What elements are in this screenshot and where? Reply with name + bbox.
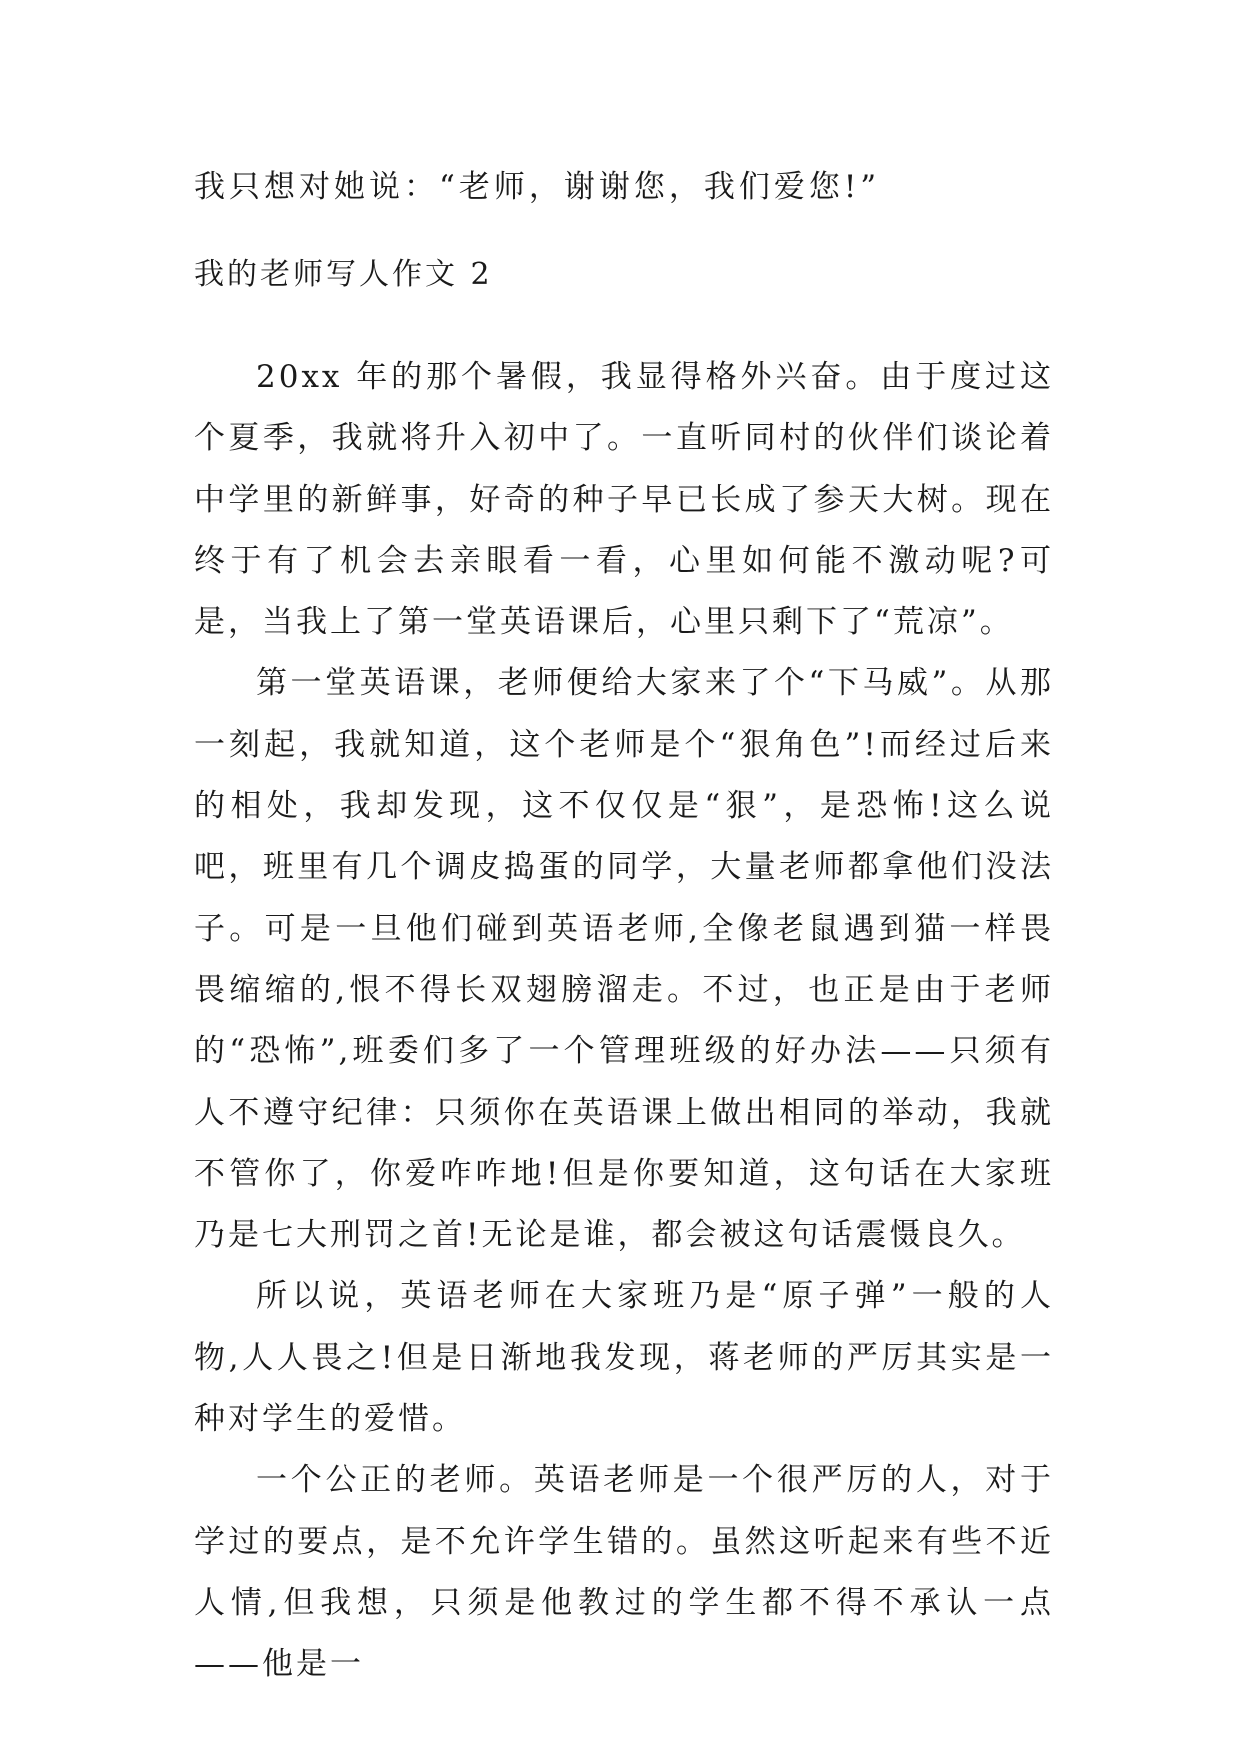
- section-title: 我的老师写人作文 2: [194, 257, 493, 292]
- essay-body: [194, 347, 1054, 1696]
- paragraph-3: 所以说，英语老师在大家班乃是“原子弹”一般的人物,人人畏之!但是日渐地我发现，蒋老师的严厉其实是一种对学生的爱惜。: [194, 1278, 1054, 1438]
- paragraph-4: 一个公正的老师。英语老师是一个很严厉的人，对于学过的要点，是不允许学生错的。虽然这听起来有些不近人情,但我想，只须是他教过的学生都不得不承认一点——他是一: [194, 1462, 1054, 1683]
- paragraph-2: 第一堂英语课，老师便给大家来了个“下马威”。从那一刻起，我就知道，这个老师是个“狠角色”!而经过后来的相处，我却发现，这不仅仅是“狠”，是恐怖!这么说吧，班里有几个调皮捣蛋的同学，大量老师都拿他们没法子。可是一旦他们碰到英语老师,全像老鼠遇到猫一样畏畏缩缩的,恨不得长双翅膀溜走。不过，也正是由于老师的“恐怖”,班委们多了一个管理班级的好办法——只须有人不遵守纪律：只须你在英语课上做出相同的举动，我就不管你了，你爱咋咋地!但是你要知道，这句话在大家班乃是七大刑罚之首!无论是谁，都会被这句话震慑良久。: [194, 665, 1054, 1254]
- paragraph-1: 20xx 年的那个暑假，我显得格外兴奋。由于度过这个夏季，我就将升入初中了。一直听同村的伙伴们谈论着中学里的新鲜事，好奇的种子早已长成了参天大树。现在终于有了机会去亲眼看一看，心里如何能不激动呢?可是，当我上了第一堂英语课后，心里只剩下了“荒凉”。: [194, 359, 1054, 641]
- closing-line: 我只想对她说：“老师，谢谢您，我们爱您!”: [194, 169, 881, 205]
